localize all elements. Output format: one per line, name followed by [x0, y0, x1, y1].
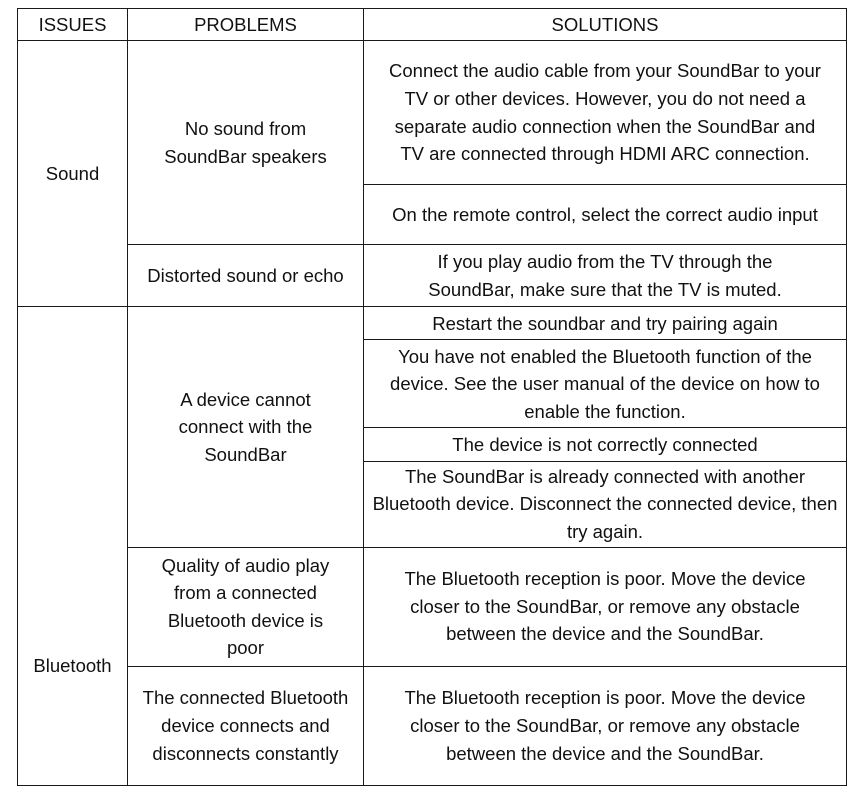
- issue-bluetooth: Bluetooth: [18, 307, 128, 786]
- solution-poor-reception-2: The Bluetooth reception is poor. Move the device closer to the SoundBar, or remove any obstacle between the device and the SoundBar.: [364, 666, 847, 785]
- problem-distorted-sound: Distorted sound or echo: [128, 245, 364, 307]
- table-row: [18, 41, 847, 185]
- table-row: [18, 547, 847, 666]
- troubleshooting-table: [17, 8, 847, 786]
- table-row: [18, 307, 847, 340]
- problem-no-sound: No sound from SoundBar speakers: [128, 41, 364, 245]
- table-row: [18, 245, 847, 307]
- header-problems: PROBLEMS: [128, 9, 364, 41]
- table-row: [18, 666, 847, 785]
- issue-sound: Sound: [18, 41, 128, 307]
- problem-poor-quality: Quality of audio play from a connected Bluetooth device is poor: [128, 547, 364, 666]
- solution-audio-cable: Connect the audio cable from your SoundBar to your TV or other devices. However, you do not need a separate audio connection when the SoundBar and TV are connected through HDMI ARC connection.: [364, 41, 847, 185]
- solution-audio-input: On the remote control, select the correct audio input: [364, 185, 847, 245]
- problem-cannot-connect: A device cannot connect with the SoundBar: [128, 307, 364, 547]
- header-row: [18, 9, 847, 41]
- problem-unstable-connection: The connected Bluetooth device connects and disconnects constantly: [128, 666, 364, 785]
- header-solutions: SOLUTIONS: [364, 9, 847, 41]
- solution-mute-tv: If you play audio from the TV through the SoundBar, make sure that the TV is muted.: [364, 245, 847, 307]
- solution-enable-bluetooth: You have not enabled the Bluetooth function of the device. See the user manual of the device on how to enable the function.: [364, 340, 847, 428]
- solution-poor-reception-1: The Bluetooth reception is poor. Move the device closer to the SoundBar, or remove any obstacle between the device and the SoundBar.: [364, 547, 847, 666]
- solution-already-connected: The SoundBar is already connected with another Bluetooth device. Disconnect the connected device, then try again.: [364, 461, 847, 547]
- header-issues: ISSUES: [18, 9, 128, 41]
- solution-restart: Restart the soundbar and try pairing again: [364, 307, 847, 340]
- solution-not-connected: The device is not correctly connected: [364, 428, 847, 461]
